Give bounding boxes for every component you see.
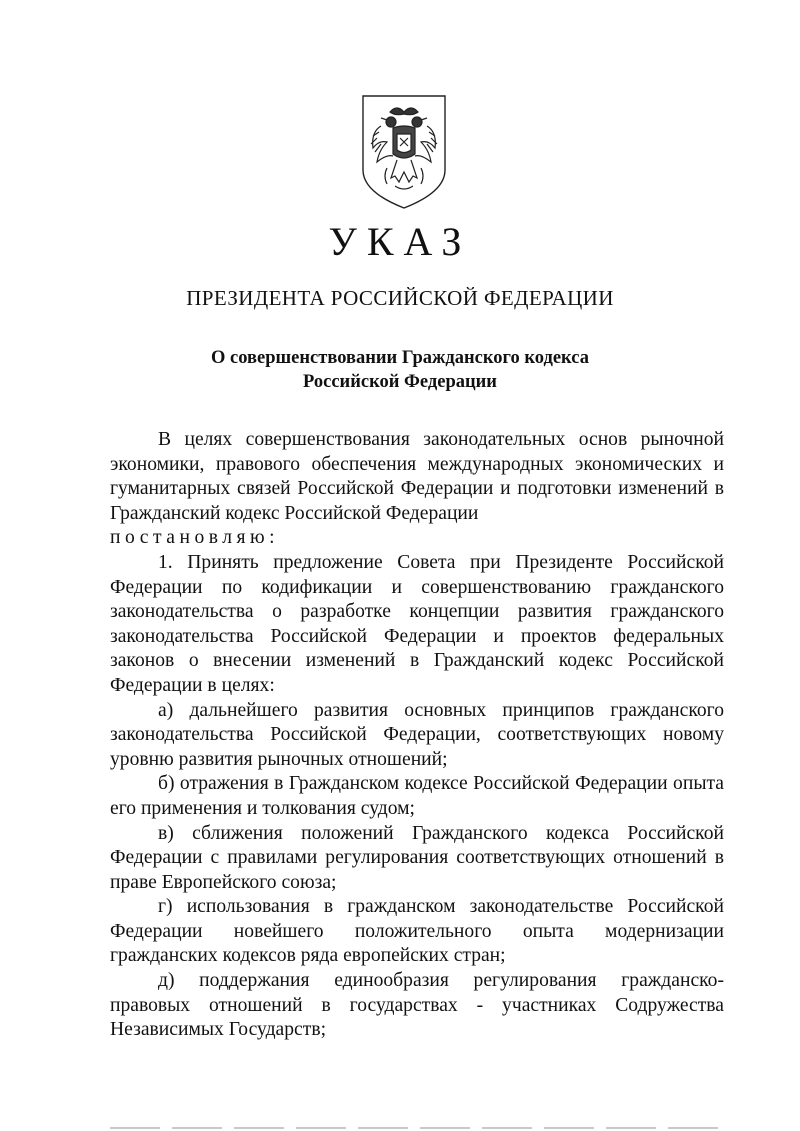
page-bottom-edge [110,1127,724,1129]
decree-body [110,428,724,1043]
item-v-paragraph: в) сближения положений Гражданского кодекса Российской Федерации с правилами регулирования соответствующих отношений в праве Европейского союза; [110,822,724,893]
coat-of-arms-icon [357,92,451,212]
item-1-paragraph: 1. Принять предложение Совета при Президенте Российской Федерации по кодификации и совершенствованию гражданского законодательства о разработке концепции развития гражданского законодательства Российской Федерации и проектов федеральных законов о внесении изменений в Гражданский кодекс Российской Федерации в целях: [110,551,724,696]
item-a-paragraph: а) дальнейшего развития основных принципов гражданского законодательства Российской Федерации, соответствующих новому уровню развития рыночных отношений; [110,699,724,770]
decree-title: УКАЗ [328,219,472,264]
decree-subject [0,346,800,394]
preamble-paragraph: В целях совершенствования законодательных основ рыночной экономики, правового обеспечения международных экономических и гуманитарных связей Российской Федерации и подготовки изменений в Гражданский кодекс Российской Федерации [110,429,724,524]
item-g-paragraph: г) использования в гражданском законодательстве Российской Федерации новейшего положительного опыта модернизации гражданских кодексов ряда европейских стран; [110,896,724,967]
subject-line-1: О совершенствовании Гражданского кодекса [211,348,589,368]
emblem [357,92,451,212]
resolve-word: постановляю: [110,527,280,549]
item-d-paragraph: д) поддержания единообразия регулирования гражданско-правовых отношений в государствах - участниках Содружества Независимых Государств; [110,970,724,1041]
decree-subtitle: ПРЕЗИДЕНТА РОССИЙСКОЙ ФЕДЕРАЦИИ [186,286,614,310]
subject-line-2: Российской Федерации [303,372,497,392]
item-b-paragraph: б) отражения в Гражданском кодексе Российской Федерации опыта его применения и толкования судом; [110,773,724,819]
